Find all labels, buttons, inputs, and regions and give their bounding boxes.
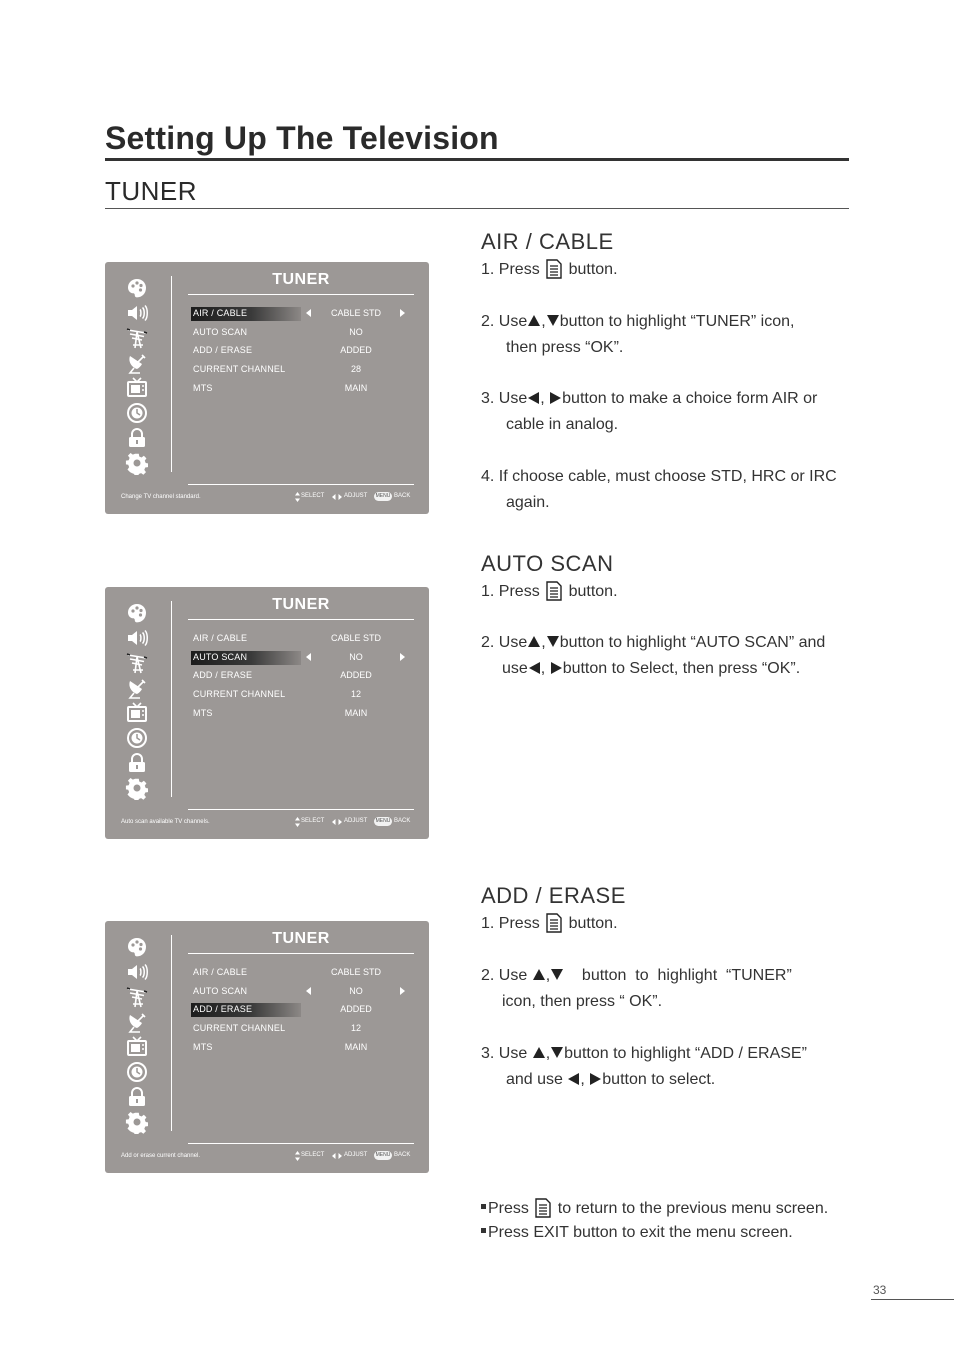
step-text: button to highlight “AUTO SCAN” and (559, 634, 826, 651)
row-label: MTS (193, 708, 213, 718)
title-underline (188, 619, 414, 620)
air-cable-step-1 (481, 257, 847, 283)
step-text: 2. Use (481, 967, 532, 984)
row-label: MTS (193, 1042, 213, 1052)
title-rule (105, 158, 849, 161)
section-title: TUNER (105, 176, 198, 206)
auto-scan-step-1 (481, 579, 847, 605)
step-text: 1. Press (481, 583, 545, 600)
step-text: again. (506, 494, 550, 511)
down-arrow-icon (547, 636, 559, 647)
tv-channel-icon (125, 701, 149, 725)
tuner-menu-panel-auto-scan (105, 587, 429, 839)
footer-divider (188, 484, 414, 485)
menu-key-icon (535, 1198, 551, 1218)
page-number-rule (871, 1299, 954, 1300)
row-value: ADDED (340, 345, 372, 355)
title-underline (188, 953, 414, 954)
clock-time-icon (125, 401, 149, 425)
step-text: button to highlight “ADD / ERASE” (564, 1045, 807, 1062)
menu-key-icon (546, 913, 562, 933)
left-arrow-icon (568, 1073, 579, 1085)
tuner-antenna-icon (125, 326, 149, 350)
step-text: button. (564, 583, 618, 600)
tuner-menu-panel-air-cable (105, 262, 429, 514)
tuner-menu-title: TUNER (272, 596, 330, 613)
row-value: MAIN (344, 708, 368, 718)
step-text: use (502, 660, 528, 677)
air-cable-step-2 (481, 309, 847, 361)
picture-palette-icon (125, 276, 149, 300)
down-arrow-icon (551, 969, 563, 980)
step-text: button to make a choice form AIR or (562, 390, 818, 407)
left-right-icon (332, 819, 342, 825)
footer-adjust-label: ADJUST (344, 818, 368, 824)
page-title: Setting Up The Television (105, 120, 499, 156)
menu-row-current-channel[interactable] (188, 363, 414, 378)
row-value: MAIN (344, 383, 368, 393)
satellite-dish-icon (125, 1010, 149, 1034)
settings-gear-icon (125, 776, 149, 800)
menu-divider (171, 601, 172, 797)
left-arrow-icon (529, 662, 540, 674)
step-text: 1. Press (481, 261, 545, 278)
bullet-square-icon (481, 1204, 486, 1209)
footer-select-label: SELECT (301, 818, 325, 824)
footer-divider (188, 809, 414, 810)
left-right-icon (332, 494, 342, 500)
menu-row-mts[interactable] (188, 707, 414, 722)
auto-scan-step-2 (481, 630, 847, 682)
footer-back-label: BACK (394, 493, 411, 499)
menu-divider (171, 276, 172, 472)
bullet-square-icon (481, 1228, 486, 1233)
footer-divider (188, 1143, 414, 1144)
menu-row-air-cable[interactable] (188, 307, 414, 322)
air-cable-step-3 (481, 386, 847, 438)
tuner-menu-panel-add-erase (105, 921, 429, 1173)
lock-icon (125, 751, 149, 775)
satellite-dish-icon (125, 676, 149, 700)
menu-row-add-erase[interactable] (188, 344, 414, 359)
row-label: AUTO SCAN (193, 986, 248, 996)
menu-row-current-channel[interactable] (188, 1022, 414, 1037)
step-text: , (545, 1045, 551, 1062)
clock-time-icon (125, 1060, 149, 1084)
row-value: CABLE STD (330, 308, 381, 318)
menu-row-current-channel[interactable] (188, 688, 414, 703)
footer-select-label: SELECT (301, 1152, 325, 1158)
menu-key-icon (546, 259, 562, 279)
step-text: button to Select, then press “OK”. (562, 660, 801, 677)
right-arrow-icon (550, 392, 561, 404)
menu-divider (171, 935, 172, 1131)
row-label: CURRENT CHANNEL (193, 1023, 286, 1033)
auto-scan-heading: AUTO SCAN (481, 551, 614, 576)
menu-row-mts[interactable] (188, 1041, 414, 1056)
up-arrow-icon (533, 1047, 545, 1058)
step-text: and use (506, 1071, 568, 1088)
row-value: ADDED (340, 670, 372, 680)
menu-button-badge: MENU (375, 818, 391, 824)
menu-button-badge: MENU (375, 1152, 391, 1158)
add-erase-step-2 (481, 963, 847, 1015)
step-text: cable in analog. (506, 416, 619, 433)
picture-palette-icon (125, 935, 149, 959)
air-cable-step-4 (481, 464, 847, 516)
footer-adjust-label: ADJUST (344, 493, 368, 499)
row-label: AIR / CABLE (193, 308, 248, 318)
picture-palette-icon (125, 601, 149, 625)
row-value: 28 (350, 364, 361, 374)
menu-row-add-erase[interactable] (188, 1003, 414, 1018)
section-rule (105, 208, 849, 209)
menu-row-add-erase[interactable] (188, 669, 414, 684)
tv-channel-icon (125, 376, 149, 400)
tuner-menu-title: TUNER (272, 930, 330, 947)
sound-speaker-icon (125, 301, 149, 325)
step-text: , (540, 660, 550, 677)
menu-row-auto-scan[interactable] (188, 651, 414, 666)
page-number: 33 (873, 1283, 887, 1297)
up-down-icon (295, 492, 300, 502)
step-text: button to highlight “TUNER” icon, (559, 313, 795, 330)
footer-adjust-label: ADJUST (344, 1152, 368, 1158)
row-value: CABLE STD (330, 633, 381, 643)
step-continuation (481, 1067, 847, 1093)
add-erase-heading: ADD / ERASE (481, 883, 626, 908)
arrow-right-icon[interactable] (400, 987, 405, 995)
note-text: to return to the previous menu screen. (553, 1200, 829, 1217)
settings-gear-icon (125, 1110, 149, 1134)
up-arrow-icon (533, 969, 545, 980)
step-text: , (540, 390, 550, 407)
row-value: NO (349, 986, 363, 996)
menu-row-auto-scan[interactable] (188, 326, 414, 341)
row-value: NO (349, 652, 363, 662)
lock-icon (125, 1085, 149, 1109)
help-hint: Add or erase current channel. (121, 1153, 201, 1159)
tuner-menu-title: TUNER (272, 271, 330, 288)
menu-row-air-cable[interactable] (188, 966, 414, 981)
row-value: ADDED (340, 1004, 372, 1014)
row-label: ADD / ERASE (193, 1004, 253, 1014)
row-label: CURRENT CHANNEL (193, 364, 286, 374)
sound-speaker-icon (125, 960, 149, 984)
up-down-icon (295, 817, 300, 827)
step-text: 4. If choose cable, must choose STD, HRC or IRC (481, 468, 837, 485)
step-text: 3. Use (481, 390, 528, 407)
help-hint: Change TV channel standard. (121, 494, 201, 500)
step-text: button to highlight “TUNER” (564, 967, 792, 984)
step-text: 2. Use (481, 313, 528, 330)
menu-row-auto-scan[interactable] (188, 985, 414, 1000)
down-arrow-icon (551, 1047, 563, 1058)
right-arrow-icon (551, 662, 562, 674)
step-text: button to select. (602, 1071, 716, 1088)
row-value: 12 (350, 689, 361, 699)
tv-channel-icon (125, 1035, 149, 1059)
air-cable-heading: AIR / CABLE (481, 229, 614, 254)
menu-button-badge: MENU (375, 493, 391, 499)
note-text: Press EXIT button to exit the menu screen. (488, 1224, 793, 1241)
menu-key-icon (546, 581, 562, 601)
footer-select-label: SELECT (301, 493, 325, 499)
step-text: then press “OK”. (506, 339, 624, 356)
step-text: 1. Press (481, 915, 545, 932)
menu-row-air-cable[interactable] (188, 632, 414, 647)
row-label: AIR / CABLE (193, 633, 248, 643)
up-arrow-icon (528, 315, 540, 326)
lock-icon (125, 426, 149, 450)
step-text: , (580, 1071, 590, 1088)
step-text: 2. Use (481, 634, 528, 651)
footer-back-label: BACK (394, 818, 411, 824)
add-erase-step-3 (481, 1041, 847, 1093)
step-text: , (541, 634, 546, 651)
tuner-antenna-icon (125, 651, 149, 675)
down-arrow-icon (547, 315, 559, 326)
step-text: , (541, 313, 546, 330)
add-erase-step-1 (481, 911, 847, 937)
row-value: MAIN (344, 1042, 368, 1052)
row-value: NO (349, 327, 363, 337)
row-label: AIR / CABLE (193, 967, 248, 977)
step-text: 3. Use (481, 1045, 532, 1062)
row-label: ADD / ERASE (193, 345, 253, 355)
help-hint: Auto scan available TV channels. (121, 819, 210, 825)
step-continuation (481, 656, 847, 682)
row-value: CABLE STD (330, 967, 381, 977)
row-label: AUTO SCAN (193, 327, 248, 337)
settings-gear-icon (125, 451, 149, 475)
footer-back-label: BACK (394, 1152, 411, 1158)
row-label: CURRENT CHANNEL (193, 689, 286, 699)
step-text: button. (564, 261, 618, 278)
row-value: 12 (350, 1023, 361, 1033)
right-arrow-icon (590, 1073, 601, 1085)
sound-speaker-icon (125, 626, 149, 650)
up-arrow-icon (528, 636, 540, 647)
note-exit (481, 1224, 793, 1242)
left-arrow-icon (528, 392, 539, 404)
up-down-icon (295, 1151, 300, 1161)
step-text: , (545, 967, 551, 984)
satellite-dish-icon (125, 351, 149, 375)
row-label: MTS (193, 383, 213, 393)
arrow-right-icon[interactable] (400, 653, 405, 661)
row-label: ADD / ERASE (193, 670, 253, 680)
note-text: Press (488, 1200, 534, 1217)
left-right-icon (332, 1153, 342, 1159)
clock-time-icon (125, 726, 149, 750)
tuner-antenna-icon (125, 985, 149, 1009)
title-underline (188, 294, 414, 295)
note-back (481, 1198, 828, 1218)
step-text: icon, then press “ OK”. (502, 993, 663, 1010)
step-text: button. (564, 915, 618, 932)
menu-row-mts[interactable] (188, 382, 414, 397)
arrow-right-icon[interactable] (400, 309, 405, 317)
row-label: AUTO SCAN (193, 652, 248, 662)
